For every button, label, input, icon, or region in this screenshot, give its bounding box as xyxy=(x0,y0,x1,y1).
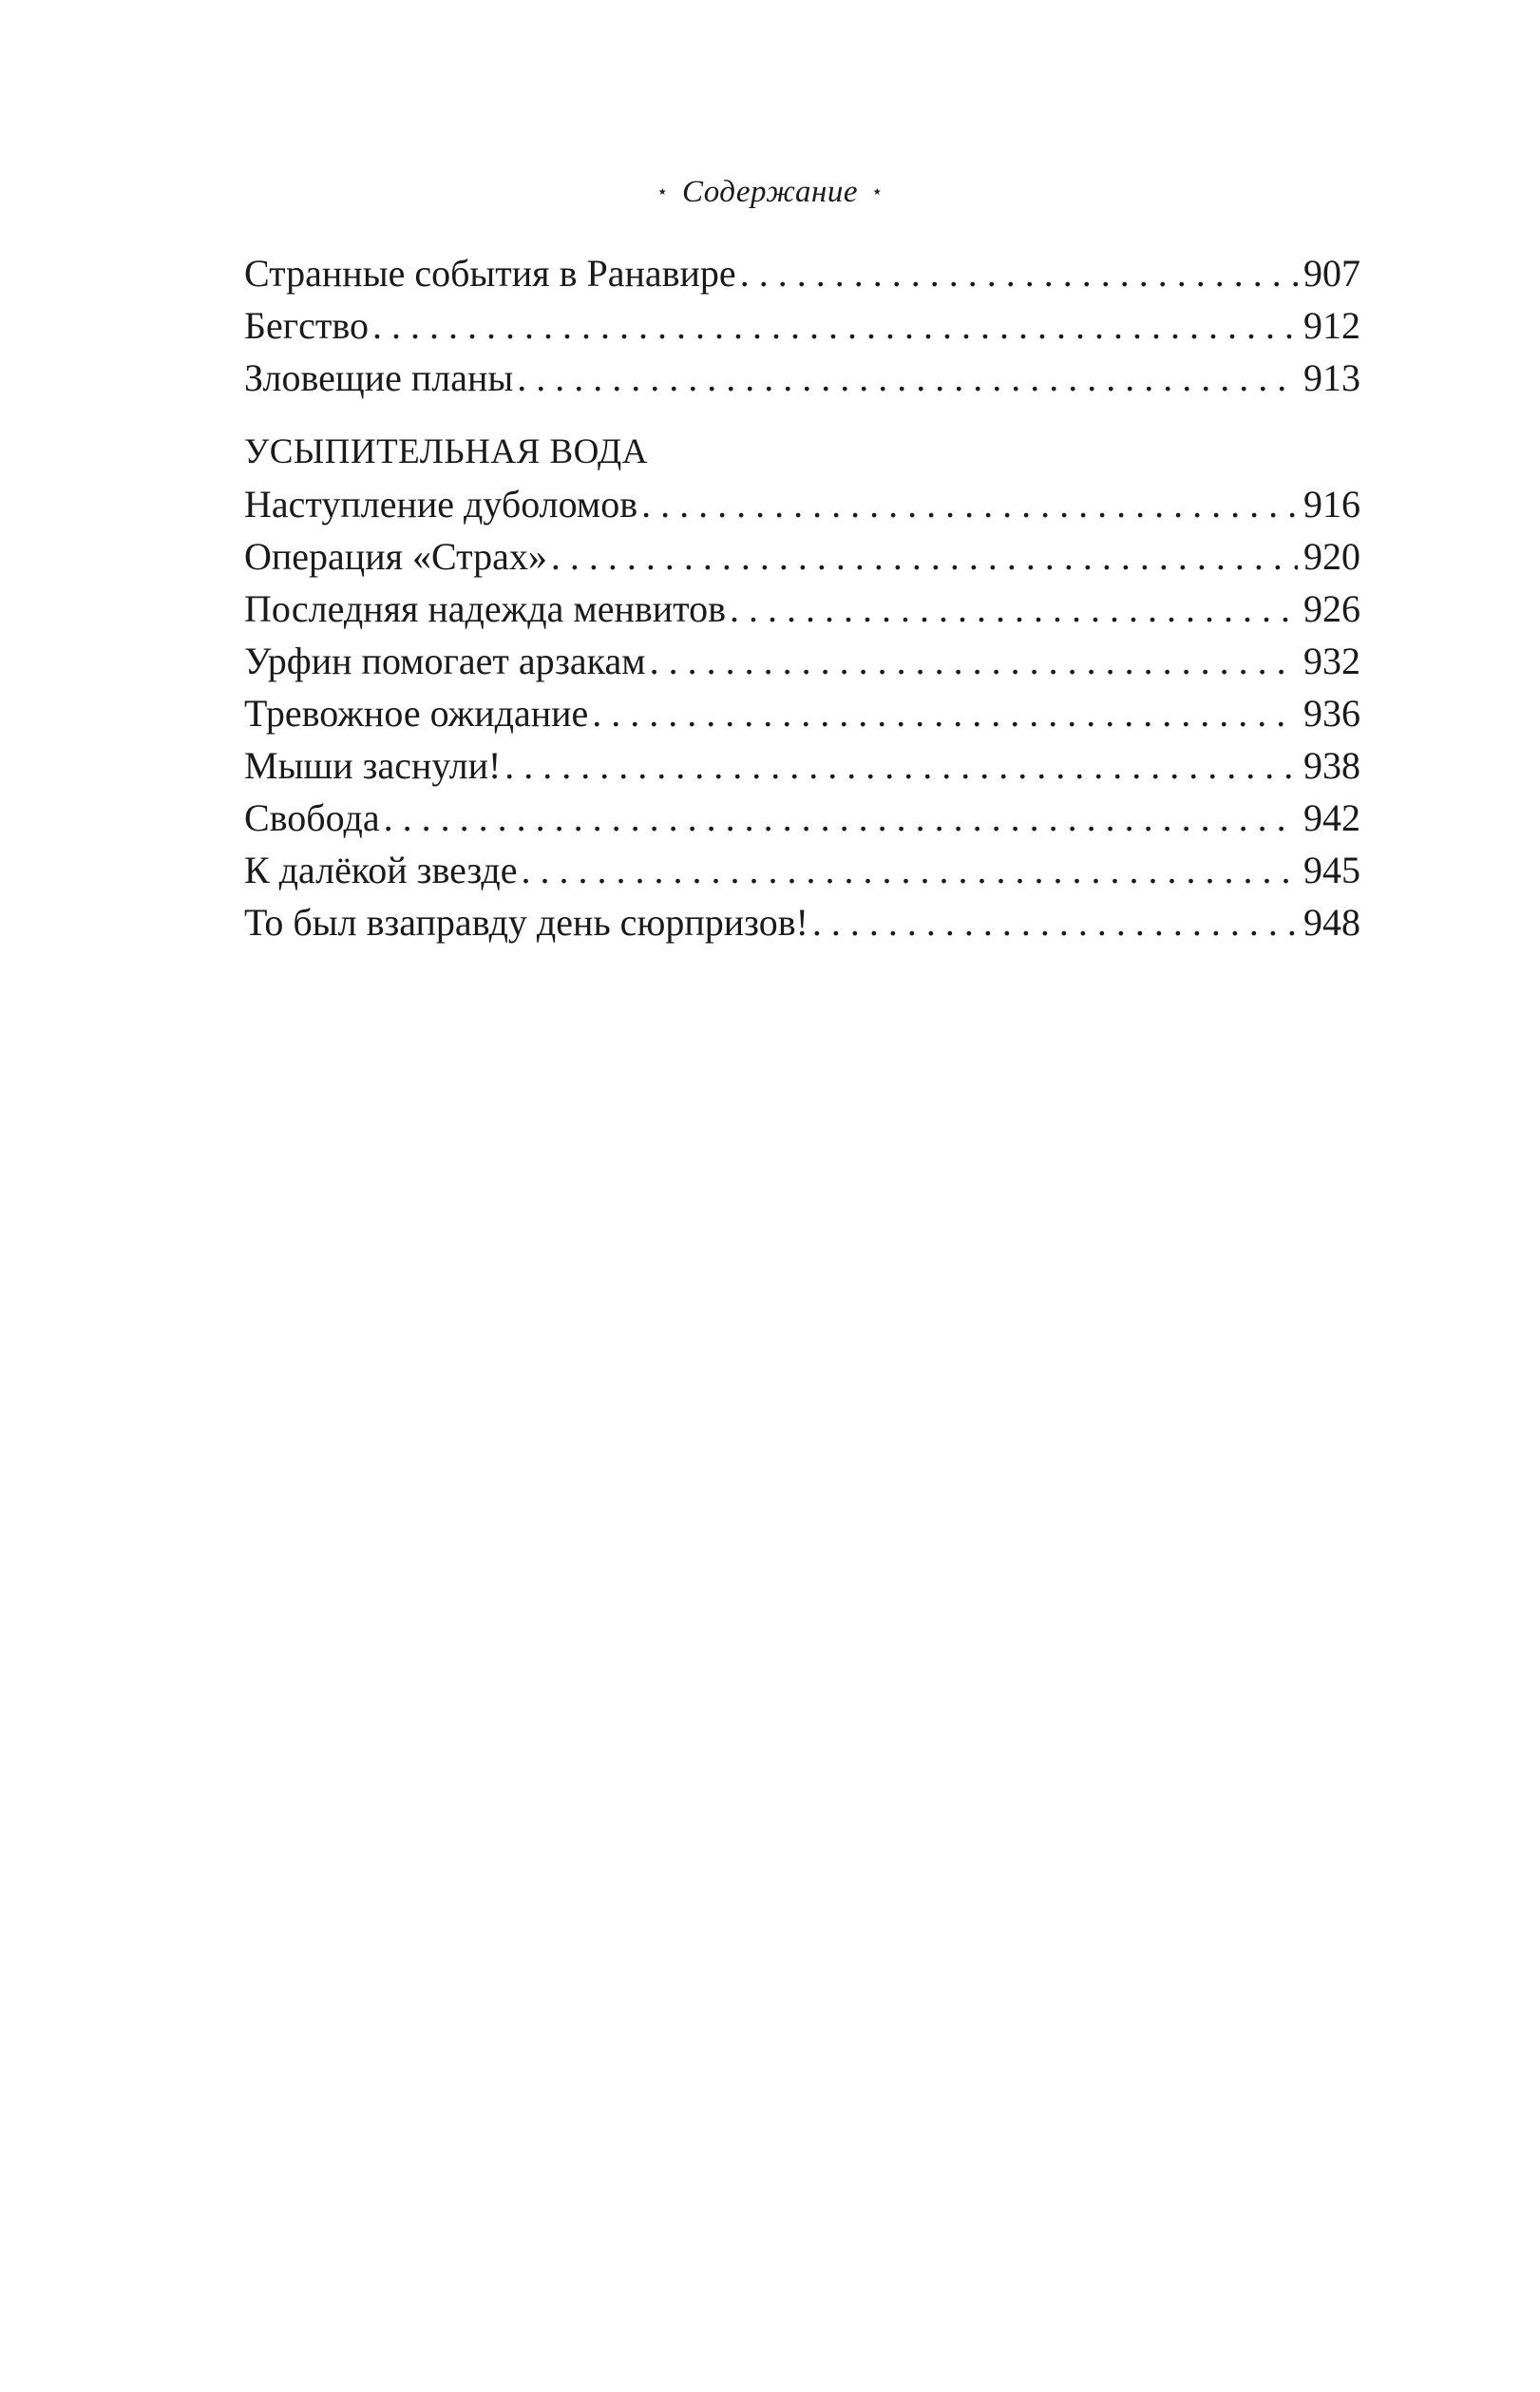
toc-entry-title: Мыши заснули! xyxy=(244,744,502,787)
toc-entry-page: 948 xyxy=(1303,901,1360,944)
toc-entry-title: Бегство xyxy=(244,304,369,347)
part-heading: УСЫПИТЕЛЬНАЯ ВОДА xyxy=(244,432,649,471)
dot-leader xyxy=(372,299,1298,352)
toc-entry[interactable] xyxy=(244,478,1360,530)
dot-leader xyxy=(812,896,1298,948)
toc-entry-title: Наступление дуболомов xyxy=(244,483,638,526)
toc-entry-page: 907 xyxy=(1303,252,1360,295)
dot-leader xyxy=(740,247,1298,299)
toc-entry-title: Свобода xyxy=(244,796,380,839)
toc-entry-title: То был взаправду день сюрпризов! xyxy=(244,901,808,944)
toc-entry[interactable] xyxy=(244,792,1360,844)
toc-entry-page: 932 xyxy=(1303,640,1360,682)
toc-entry-title: Тревожное ожидание xyxy=(244,692,589,735)
dot-leader xyxy=(650,635,1298,687)
toc-entry-page: 945 xyxy=(1303,849,1360,891)
toc-entry-title: Странные события в Ранавире xyxy=(244,252,736,295)
toc-entry-page: 912 xyxy=(1303,304,1360,347)
toc-entry[interactable] xyxy=(244,583,1360,635)
toc-entry-title: Последняя надежда менвитов xyxy=(244,587,726,630)
running-head-title: Содержание xyxy=(681,175,858,209)
toc-entry[interactable] xyxy=(244,844,1360,896)
toc-entry-title: Зловещие планы xyxy=(244,356,514,399)
toc-entry[interactable] xyxy=(244,635,1360,687)
dot-leader xyxy=(592,687,1298,739)
toc-entry-page: 913 xyxy=(1303,356,1360,399)
dot-leader xyxy=(384,792,1298,844)
toc-entry[interactable] xyxy=(244,247,1360,299)
toc-entry-page: 916 xyxy=(1303,483,1360,526)
dot-leader xyxy=(730,583,1298,635)
dot-leader xyxy=(551,530,1298,583)
dot-leader xyxy=(522,844,1298,896)
toc-entry-title: К далёкой звезде xyxy=(244,849,518,891)
dot-leader xyxy=(517,352,1298,404)
table-of-contents xyxy=(244,247,1360,948)
star-ornament-left: ⋆ xyxy=(656,182,669,202)
dot-leader xyxy=(641,478,1298,530)
star-ornament-right: ⋆ xyxy=(871,182,884,202)
toc-entry-page: 926 xyxy=(1303,587,1360,630)
toc-entry[interactable] xyxy=(244,896,1360,948)
toc-entry[interactable] xyxy=(244,299,1360,352)
toc-entry-page: 938 xyxy=(1303,744,1360,787)
toc-entry-page: 936 xyxy=(1303,692,1360,735)
toc-entry[interactable] xyxy=(244,352,1360,404)
toc-entry-page: 920 xyxy=(1303,535,1360,578)
toc-entry-title: Урфин помогает арзакам xyxy=(244,640,646,682)
toc-entry[interactable] xyxy=(244,530,1360,583)
toc-entry-page: 942 xyxy=(1303,796,1360,839)
toc-entry-title: Операция «Страх» xyxy=(244,535,547,578)
dot-leader xyxy=(504,739,1298,792)
toc-entry[interactable] xyxy=(244,739,1360,792)
toc-entry[interactable] xyxy=(244,687,1360,739)
running-head xyxy=(0,169,1540,215)
